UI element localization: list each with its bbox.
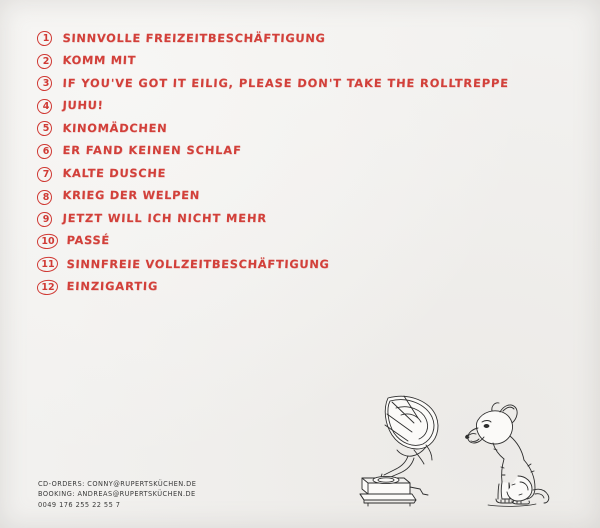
track-number: 12 — [41, 282, 55, 294]
track-title: JETZT WILL ICH NICHT MEHR — [62, 211, 268, 226]
credits-block — [38, 479, 196, 511]
gramophone-horn — [385, 396, 438, 464]
track-title: KALTE DUSCHE — [62, 166, 167, 181]
track-title: SINNFREIE VOLLZEITBESCHÄFTIGUNG — [66, 256, 330, 271]
credit-line-booking: BOOKING: ANDREAS@RUPERTSKÜCHEN.DE — [38, 490, 196, 498]
list-item — [36, 96, 556, 119]
track-number: 9 — [42, 213, 50, 225]
list-item — [36, 164, 556, 187]
list-item — [36, 141, 556, 164]
track-title: KRIEG DER WELPEN — [62, 188, 201, 203]
track-number: 2 — [42, 55, 50, 67]
track-number-badge — [36, 280, 60, 296]
credit-line-cd-orders: CD-ORDERS: CONNY@RUPERTSKÜCHEN.DE — [38, 479, 197, 488]
dog — [466, 403, 549, 507]
track-number: 11 — [41, 258, 55, 270]
list-item — [36, 118, 556, 141]
track-title: JUHU! — [62, 97, 104, 112]
list-item — [36, 186, 556, 209]
track-title: SINNVOLLE FREIZEITBESCHÄFTIGUNG — [62, 30, 326, 45]
gramophone-cabinet — [360, 476, 428, 506]
track-number: 10 — [41, 236, 55, 248]
list-item — [36, 51, 556, 74]
list-item — [36, 209, 556, 232]
track-title: KINOMÄDCHEN — [62, 120, 168, 135]
track-number-badge — [36, 167, 56, 183]
list-item — [36, 231, 556, 254]
list-item — [36, 277, 556, 300]
track-number: 1 — [42, 33, 50, 44]
track-title: IF YOU'VE GOT IT EILIG, PLEASE DON'T TAKE THE ROLLTREPPE — [62, 75, 510, 90]
track-title: ER FAND KEINEN SCHLAF — [62, 142, 243, 157]
track-number: 7 — [42, 168, 50, 180]
track-number-badge — [36, 76, 56, 92]
track-title: EINZIGARTIG — [66, 278, 159, 293]
tracklist — [36, 28, 556, 299]
track-number-badge — [36, 54, 56, 70]
gramophone-and-dog-icon — [352, 390, 572, 510]
list-item — [36, 254, 556, 277]
track-number-badge — [36, 190, 56, 206]
track-number: 6 — [42, 145, 50, 157]
list-item — [36, 73, 556, 96]
credit-line-phone: 0049 176 255 22 55 7 — [38, 500, 121, 509]
track-number-badge — [36, 31, 56, 47]
track-number-badge — [36, 257, 60, 273]
track-number-badge — [36, 212, 56, 228]
track-title: PASSÉ — [66, 233, 111, 248]
track-number: 3 — [42, 78, 50, 90]
track-number: 8 — [42, 191, 50, 203]
track-title: KOMM MIT — [62, 52, 137, 67]
track-number: 4 — [42, 101, 50, 113]
track-number-badge — [36, 234, 60, 250]
track-number-badge — [36, 144, 56, 160]
track-number: 5 — [42, 123, 50, 135]
track-number-badge — [36, 99, 56, 115]
list-item — [36, 28, 556, 51]
track-number-badge — [36, 121, 56, 137]
gramophone-and-dog-illustration — [352, 390, 572, 510]
